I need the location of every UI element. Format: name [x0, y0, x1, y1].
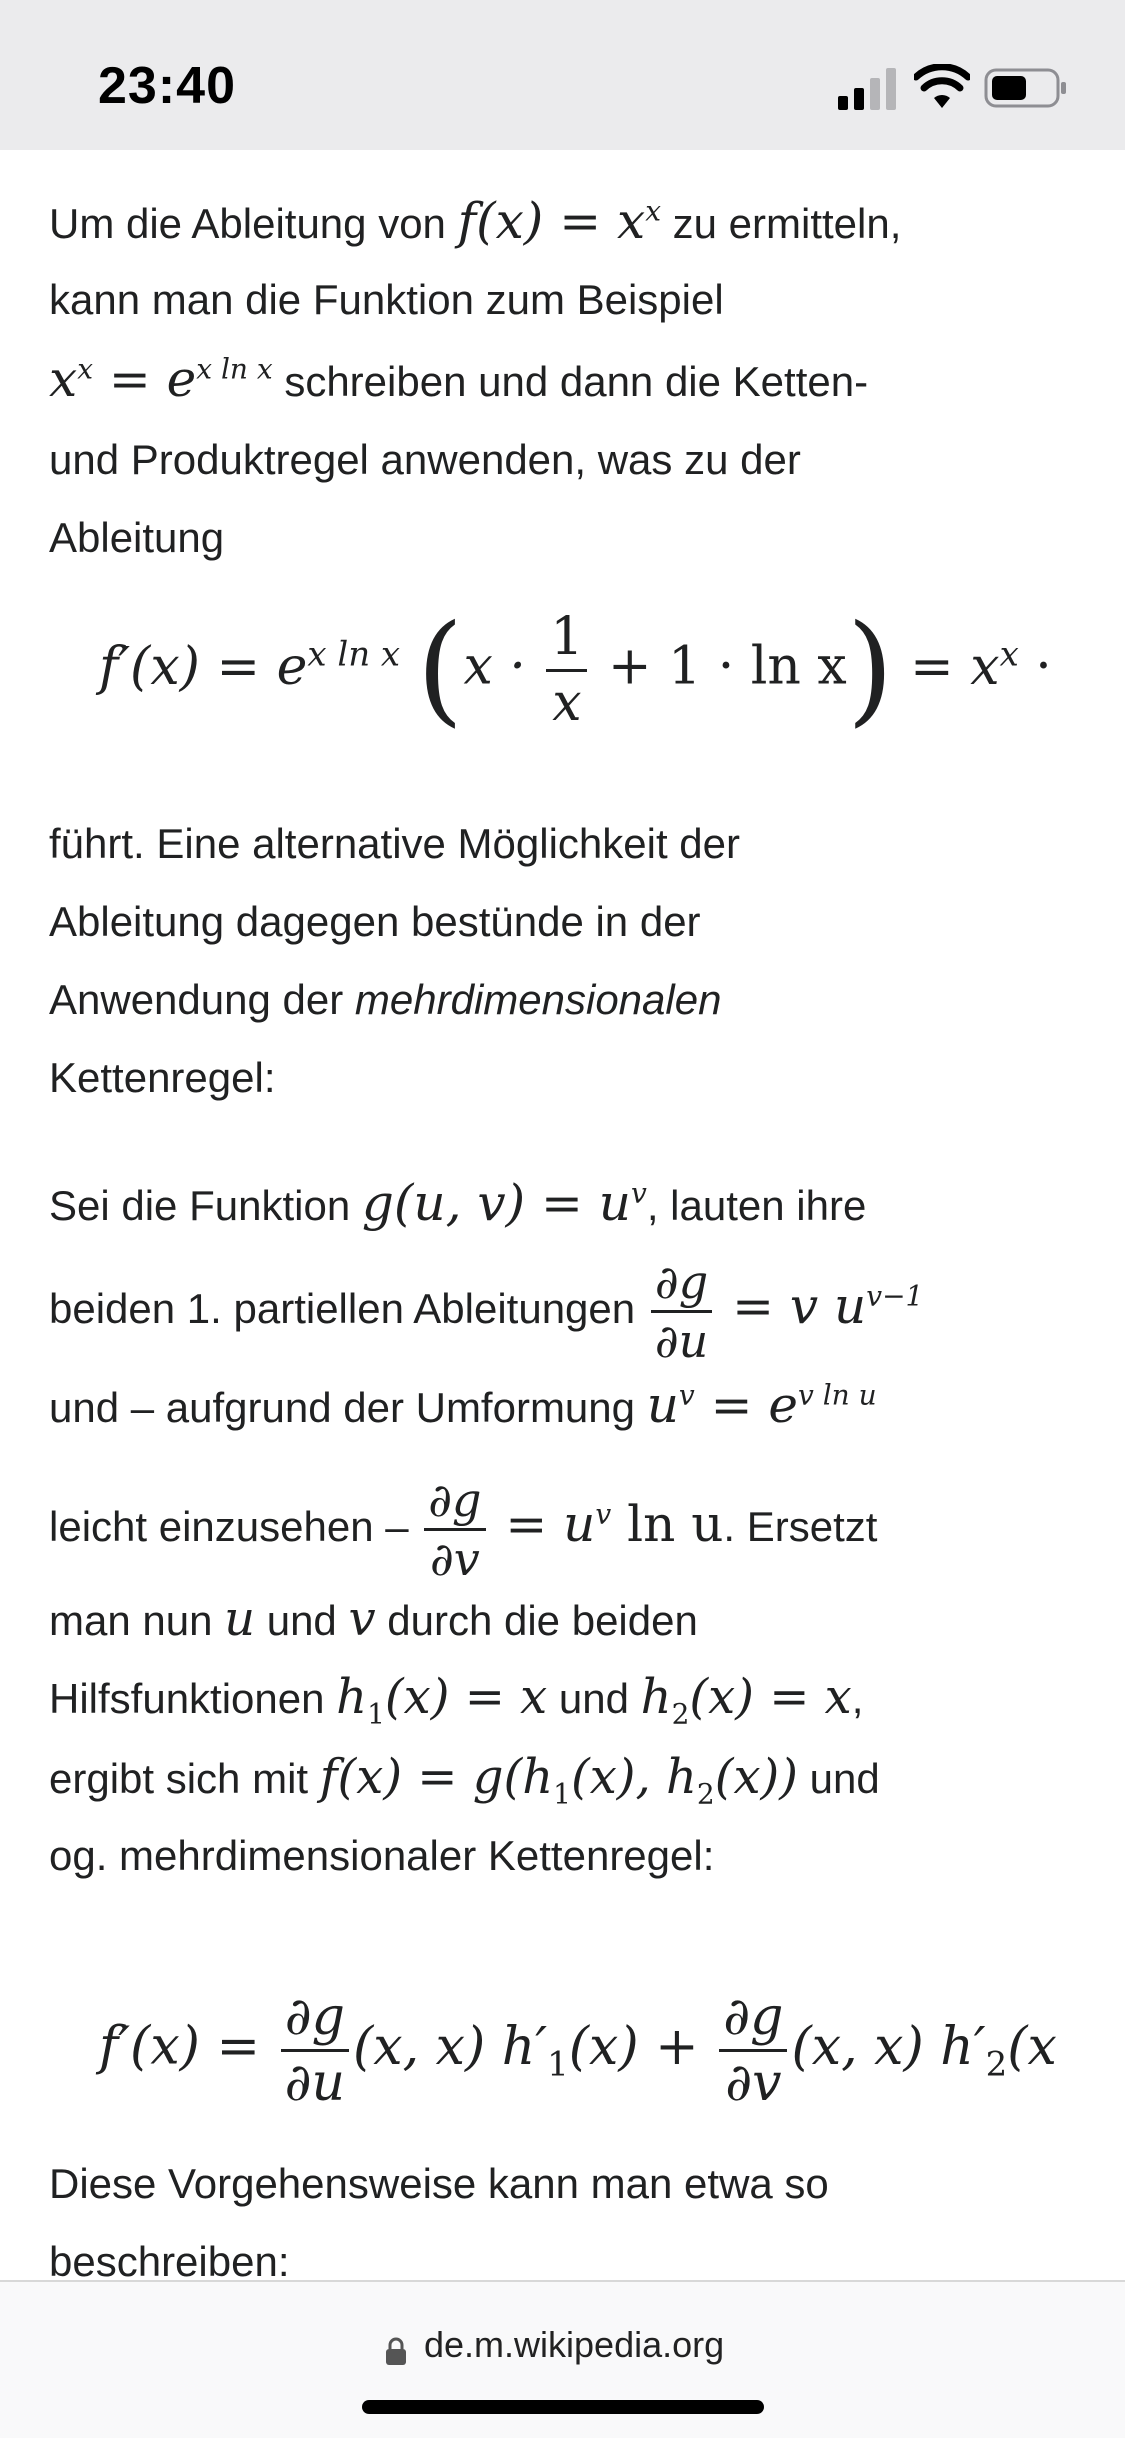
paragraph-line: $x^x = e^{x ln x}$ schreiben und dann die Ketten-: [49, 350, 869, 408]
paragraph-line: Um die Ableitung von $f(x) = x^x$ zu ermitteln,: [49, 192, 902, 250]
cellular-signal-icon: [838, 68, 898, 110]
paragraph-line: und Produktregel anwenden, was zu der: [49, 436, 801, 483]
battery-icon: [984, 66, 1068, 110]
math-fraction: $\frac{\partial g}{\partial v}$: [424, 1476, 485, 1584]
status-time: 23:40: [98, 57, 236, 115]
status-bar: [0, 0, 1125, 150]
address-bar-url[interactable]: de.m.wikipedia.org: [424, 2324, 725, 2365]
paragraph-line: ergibt sich mit $f(x) = g(h_1(x)$, $h_2(x)$) und: [49, 1749, 880, 1811]
math-inline: $x^x = e^{x ln x}$: [49, 350, 273, 408]
paragraph-line: man nun u und v durch die beiden: [49, 1591, 698, 1647]
paragraph-line: og. mehrdimensionaler Kettenregel:: [49, 1832, 715, 1879]
paragraph-line: Hilfsfunktionen $h_1(x) = x$ und $h_2(x) = x$,: [49, 1669, 864, 1731]
paragraph-line: beiden 1. partiellen Ableitungen $\frac{\partial g}{\partial u}$ = v $u^{v-1}$: [49, 1255, 924, 1369]
paragraph-line: leicht einzusehen – $\frac{\partial g}{\partial v}$ = $u^v$ ln u. Ersetzt: [49, 1473, 878, 1587]
home-indicator[interactable]: [362, 2400, 764, 2414]
math-inline: $u^v = e^{v ln u}$: [646, 1376, 877, 1434]
math-fraction: $\frac{\partial g}{\partial u}$: [651, 1258, 712, 1366]
paragraph-line: Kettenregel:: [49, 1054, 276, 1101]
paragraph-line: und – aufgrund der Umformung $u^v = e^{v ln u}$: [49, 1376, 877, 1434]
math-inline: $f(x) = x^x$: [457, 192, 661, 250]
equation-derivative-product: $f'(x) = e^{x ln x}$ (x · $\frac{1}{x}$ + $1 \cdot \ln x) = x^x$ ·: [99, 600, 1052, 740]
lock-icon: [384, 2336, 408, 2366]
paragraph-line: Diese Vorgehensweise kann man etwa so: [49, 2160, 829, 2207]
wifi-icon: [914, 64, 970, 110]
math-inline: g(u, $v) = u^v$: [361, 1174, 647, 1232]
paragraph-line: Anwendung der mehrdimensionalen: [49, 976, 722, 1023]
paragraph-line: kann man die Funktion zum Beispiel: [49, 276, 724, 323]
article-content: [49, 150, 1125, 2280]
paragraph-line: Sei die Funktion g(u, $v) = u^v$, lauten ihre: [49, 1174, 867, 1232]
paragraph-line: Ableitung dagegen bestünde in der: [49, 898, 701, 945]
equation-multidim-chain-rule: f′(x) = $\frac{\partial g}{\partial u}$ (x, x) $h'_1(x)$ + $\frac{\partial g}{\partial v}$ (x, x) $h'_2(x$: [99, 1987, 1057, 2113]
paragraph-line: führt. Eine alternative Möglichkeit der: [49, 820, 741, 867]
paragraph-line: beschreiben:: [49, 2238, 290, 2280]
paragraph-line: Ableitung: [49, 514, 225, 561]
browser-bottom-bar: [0, 2280, 1125, 2438]
